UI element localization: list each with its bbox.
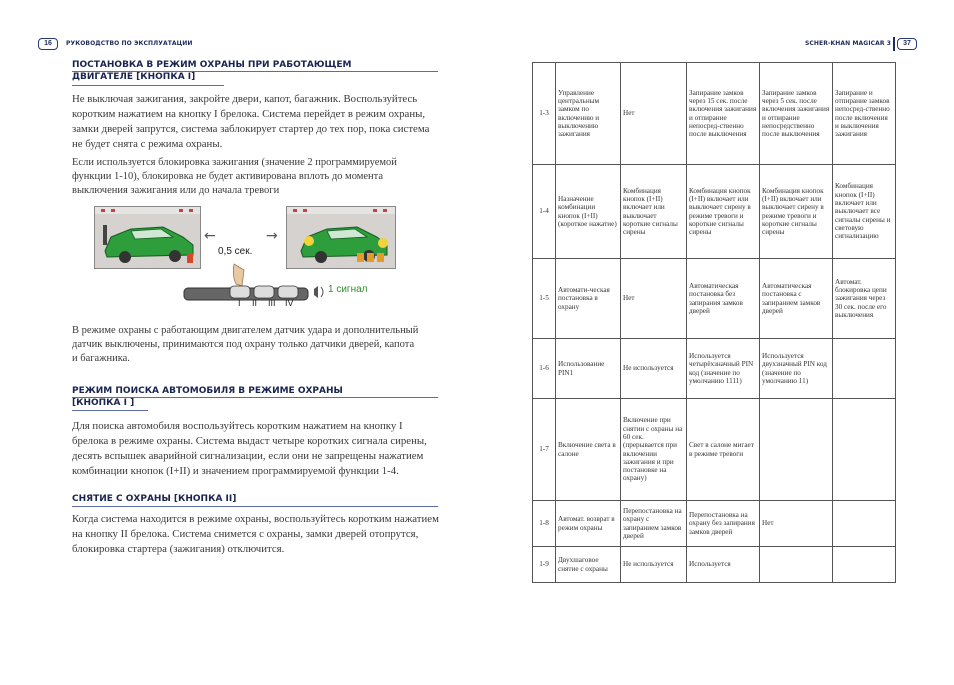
section1-title-line2: ДВИГАТЕЛЕ [КНОПКА I] bbox=[72, 72, 196, 82]
function-name: Двухшаговое снятие с охраны bbox=[556, 547, 621, 583]
value-2: Свет в салоне мигает в режиме тревоги bbox=[687, 399, 760, 501]
value-2: Запирание замков через 15 сек. после включения зажигания и отпирание непосред-ственно после выключения bbox=[687, 63, 760, 165]
value-3: Автоматическая постановка с запиранием замков дверей bbox=[760, 259, 833, 339]
value-4 bbox=[833, 339, 896, 399]
header-divider bbox=[893, 37, 895, 51]
value-1: Нет bbox=[621, 63, 687, 165]
section1-title-line1: ПОСТАНОВКА В РЕЖИМ ОХРАНЫ ПРИ РАБОТАЮЩЕМ bbox=[72, 60, 352, 70]
value-3: Запирание замков через 5 сек. после включения зажигания и отпирание непосредственно после выключения bbox=[760, 63, 833, 165]
section3-title: СНЯТИЕ С ОХРАНЫ [КНОПКА II] bbox=[72, 494, 237, 504]
table-row bbox=[533, 547, 896, 583]
table-row bbox=[533, 63, 896, 165]
running-head-right: SCHER-KHAN MAGICAR 3 bbox=[805, 40, 892, 47]
fob-button-label-3: III bbox=[268, 298, 276, 308]
table-row bbox=[533, 501, 896, 547]
table-row bbox=[533, 259, 896, 339]
function-name: Автомат. возврат в режим охраны bbox=[556, 501, 621, 547]
value-4 bbox=[833, 399, 896, 501]
value-1: Перепостановка на охрану с запиранием замков дверей bbox=[621, 501, 687, 547]
table-row bbox=[533, 339, 896, 399]
function-code: 1-8 bbox=[533, 501, 556, 547]
table-row bbox=[533, 399, 896, 501]
section3-rule bbox=[72, 506, 438, 507]
value-4 bbox=[833, 547, 896, 583]
value-1: Нет bbox=[621, 259, 687, 339]
value-3: Используется двухзначный PIN код (значение по умолчанию 11) bbox=[760, 339, 833, 399]
fob-button-label-4: IV bbox=[285, 298, 294, 308]
function-name: Управление центральным замком по включению и выключению зажигания bbox=[556, 63, 621, 165]
section2-paragraph1: Для поиска автомобиля воспользуйтесь коротким нажатием на кнопку I брелока в режиме охраны. Система выдаст четыре коротких сигнала сирены, десять вспышек аварийной сигнализации, если они не запрещены нажатием комбинации кнопок (I+II) и значением программируемой функции 1-4. bbox=[72, 420, 427, 477]
page-number-left: 16 bbox=[38, 38, 58, 50]
value-3 bbox=[760, 399, 833, 501]
value-2: Используется bbox=[687, 547, 760, 583]
value-2: Автоматическая постановка без запирания замков дверей bbox=[687, 259, 760, 339]
function-code: 1-6 bbox=[533, 339, 556, 399]
value-2: Перепостановка на охрану без запирания замков дверей bbox=[687, 501, 760, 547]
arming-illustration bbox=[92, 206, 408, 308]
function-name: Автомати-ческая постановка в охрану bbox=[556, 259, 621, 339]
arrow-left-icon: ← bbox=[204, 228, 216, 244]
table-row bbox=[533, 165, 896, 259]
value-1: Не используется bbox=[621, 547, 687, 583]
function-code: 1-9 bbox=[533, 547, 556, 583]
function-code: 1-3 bbox=[533, 63, 556, 165]
section1-paragraph3: В режиме охраны с работающим двигателем датчик удара и дополнительный датчик выключены, принимаются под охрану только датчики дверей, капота и багажника. bbox=[72, 325, 419, 365]
signal-label: 1 сигнал bbox=[328, 284, 368, 295]
running-head-left: РУКОВОДСТВО ПО ЭКСПЛУАТАЦИИ bbox=[66, 40, 193, 47]
value-4: Комбинация кнопок (I+II) включает или выключает все сигналы сирены и световую сигнализацию bbox=[833, 165, 896, 259]
value-2: Комбинация кнопок (I+II) включает или выключает сирену в режиме тревоги и короткие сигналы сирены bbox=[687, 165, 760, 259]
arrow-right-icon: → bbox=[266, 228, 278, 244]
function-name: Включение света в салоне bbox=[556, 399, 621, 501]
function-code: 1-4 bbox=[533, 165, 556, 259]
section2-title-line1: РЕЖИМ ПОИСКА АВТОМОБИЛЯ В РЕЖИМЕ ОХРАНЫ bbox=[72, 386, 343, 396]
delay-label: 0,5 сек. bbox=[218, 246, 253, 257]
fob-button-label-2: II bbox=[252, 298, 258, 308]
value-4 bbox=[833, 501, 896, 547]
page-number-right: 37 bbox=[897, 38, 917, 50]
value-1: Включение при снятии с охраны на 60 сек. (прерывается при включении зажигания и при постановке на охрану) bbox=[621, 399, 687, 501]
section2-rule-short bbox=[72, 410, 148, 411]
section1-paragraph2: Если используется блокировка зажигания (значение 2 программируемой функции 1-10), блокировка не будет активирована вплоть до момента выключения зажигания или до начала тревоги bbox=[72, 157, 397, 197]
section1-paragraph1: Не выключая зажигания, закройте двери, капот, багажник. Воспользуйтесь коротким нажатием на кнопку I брелока. Система перейдет в режим охраны, замки дверей запрутся, система заблокирует стартер до тех пор, пока система не будет снята с режима охраны. bbox=[72, 93, 430, 150]
function-code: 1-5 bbox=[533, 259, 556, 339]
value-1: Не используется bbox=[621, 339, 687, 399]
value-4: Запирание и отпирание замков непосред-ственно после включения и выключения зажигания bbox=[833, 63, 896, 165]
value-3: Комбинация кнопок (I+II) включает или выключает сирену в режиме тревоги и короткие сигналы сирены bbox=[760, 165, 833, 259]
section2-title-line2: [КНОПКА I ] bbox=[72, 398, 135, 408]
function-name: Использование PIN1 bbox=[556, 339, 621, 399]
section1-rule-short bbox=[72, 85, 224, 86]
value-4: Автомат. блокировка цепи зажигания через 30 сек. после его выключения bbox=[833, 259, 896, 339]
value-3 bbox=[760, 547, 833, 583]
function-name: Назначение комбинации кнопок (I+II) (короткое нажатие) bbox=[556, 165, 621, 259]
value-2: Используется четырёхзначный PIN код (значение по умолчанию 1111) bbox=[687, 339, 760, 399]
value-1: Комбинация кнопок (I+II) включает или выключает короткие сигналы сирены bbox=[621, 165, 687, 259]
value-3: Нет bbox=[760, 501, 833, 547]
programmable-functions-table bbox=[532, 62, 896, 583]
fob-button-label-1: I bbox=[238, 298, 241, 308]
function-code: 1-7 bbox=[533, 399, 556, 501]
section3-paragraph1: Когда система находится в режиме охраны, воспользуйтесь коротким нажатием на кнопку II брелока. Система снимется с охраны, замки дверей отопрутся, блокировка стартера (зажигания) отключится. bbox=[72, 513, 439, 555]
